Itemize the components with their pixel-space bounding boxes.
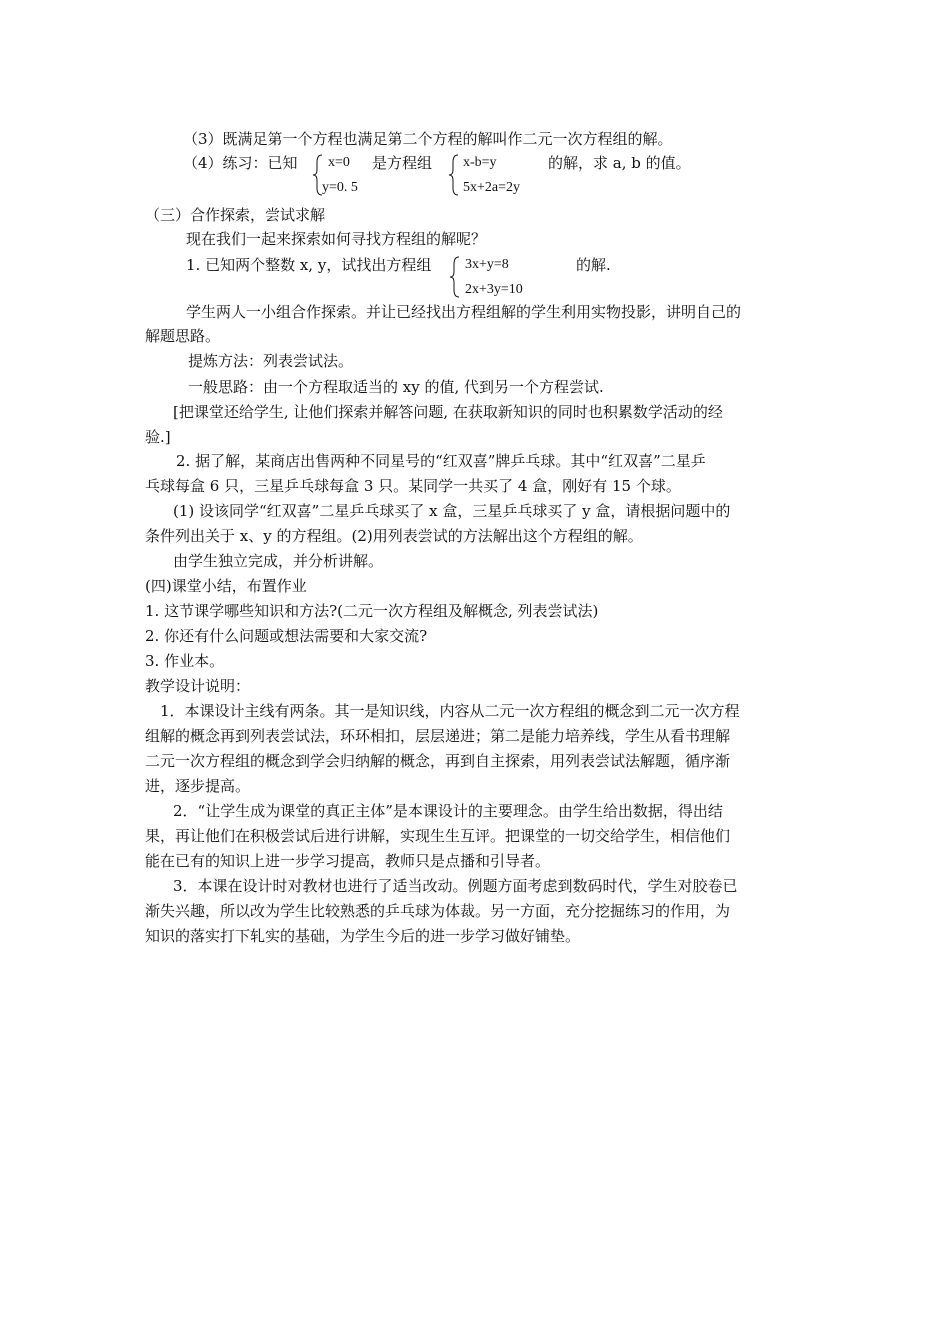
text-line: 3．本课在设计时对教材也进行了适当改动。例题方面考虑到数码时代，学生对胶卷已: [173, 877, 738, 895]
text-line: 能在已有的知识上进一步学习提高，教师只是点播和引导者。: [145, 852, 551, 870]
text-line: 乓球每盒 6 只，三星乒乓球每盒 3 只。某同学一共买了 4 盒，刚好有 15 个球。: [145, 477, 681, 495]
left-brace-icon: [448, 154, 460, 196]
section-heading-summary: (四)课堂小结，布置作业: [145, 577, 307, 595]
text-line-problem-2: 2. 据了解，某商店出售两种不同星号的“红双喜”牌乒乓球。其中“红双喜”二星乒: [176, 452, 706, 470]
text-line: 1．本课设计主线有两条。其一是知识线，内容从二元一次方程组的概念到二元一次方程: [160, 702, 740, 720]
text-line: 知识的落实打下轧实的基础，为学生今后的进一步学习做好铺垫。: [145, 927, 581, 945]
text-line: 一般思路：由一个方程取适当的 xy 的值, 代到另一个方程尝试.: [188, 378, 604, 396]
text-line-problem-1: 1. 已知两个整数 x, y，试找出方程组: [186, 256, 432, 274]
text-line: 组解的概念再到列表尝试法，环环相扣，层层递进；第二是能力培养线，学生从看书理解: [145, 727, 731, 745]
text-line: 二元一次方程组的概念到学会归纳解的概念，再到自主探索，用列表尝试法解题，循序渐: [145, 752, 731, 770]
text-line-exercise-label: （4）练习：已知: [183, 154, 298, 172]
list-item: 3. 作业本。: [145, 652, 225, 670]
text-line: (1) 设该同学“红双喜”二星乒乓球买了 x 盒，三星乒乓球买了 y 盒，请根据问题中的: [173, 502, 731, 520]
text-line: 现在我们一起来探索如何寻找方程组的解呢？: [186, 230, 487, 248]
text-line: 2．“让学生成为课堂的真正主体”是本课设计的主要理念。由学生给出数据，得出结: [173, 802, 723, 820]
text-line: 渐失兴趣，所以改为学生比较熟悉的乒乓球为体裁。另一方面，充分挖掘练习的作用，为: [145, 902, 731, 920]
text-line: 条件列出关于 x、y 的方程组。(2)用列表尝试的方法解出这个方程组的解。: [145, 527, 643, 545]
equation-solution-x: x=0: [328, 155, 350, 170]
text-line: 进，逐步提高。: [145, 777, 251, 795]
section-heading-cooperative-exploration: （三）合作探索，尝试求解: [145, 206, 326, 224]
list-item: 1. 这节课学哪些知识和方法?(二元一次方程组及解概念, 列表尝试法): [145, 602, 599, 620]
text-line: 提炼方法：列表尝试法。: [188, 352, 354, 370]
list-item: 2. 你还有什么问题或想法需要和大家交流?: [145, 627, 428, 645]
text-line-note: 验.]: [145, 428, 171, 446]
equation-system2-first: 3x+y=8: [465, 257, 509, 272]
text-line: 由学生独立完成，并分析讲解。: [173, 552, 384, 570]
section-heading-design-notes: 教学设计说明：: [145, 677, 251, 695]
text-line: 果，再让他们在积极尝试后进行讲解，实现生生互评。把课堂的一切交给学生，相信他们: [145, 827, 731, 845]
equation-solution-y: y=0. 5: [322, 180, 358, 195]
text-line-find-ab: 的解，求 a, b 的值。: [548, 154, 691, 172]
equation-system1-second: 5x+2a=2y: [463, 180, 521, 195]
left-brace-icon: [449, 256, 461, 298]
text-line-note: [把课堂还给学生, 让他们探索并解答问题, 在获取新知识的同时也积累数学活动的经: [173, 403, 723, 421]
text-line: 学生两人一小组合作探索。并让已经找出方程组解的学生利用实物投影，讲明自己的: [186, 303, 742, 321]
text-line-solution-of: 的解.: [576, 256, 611, 274]
equation-system1-first: x-b=y: [463, 155, 497, 170]
text-line: 解题思路。: [145, 327, 221, 345]
text-line-is-system: 是方程组: [372, 154, 433, 172]
text-line-solution-definition: （3）既满足第一个方程也满足第二个方程的解叫作二元一次方程组的解。: [183, 130, 673, 148]
equation-system2-second: 2x+3y=10: [465, 282, 523, 297]
